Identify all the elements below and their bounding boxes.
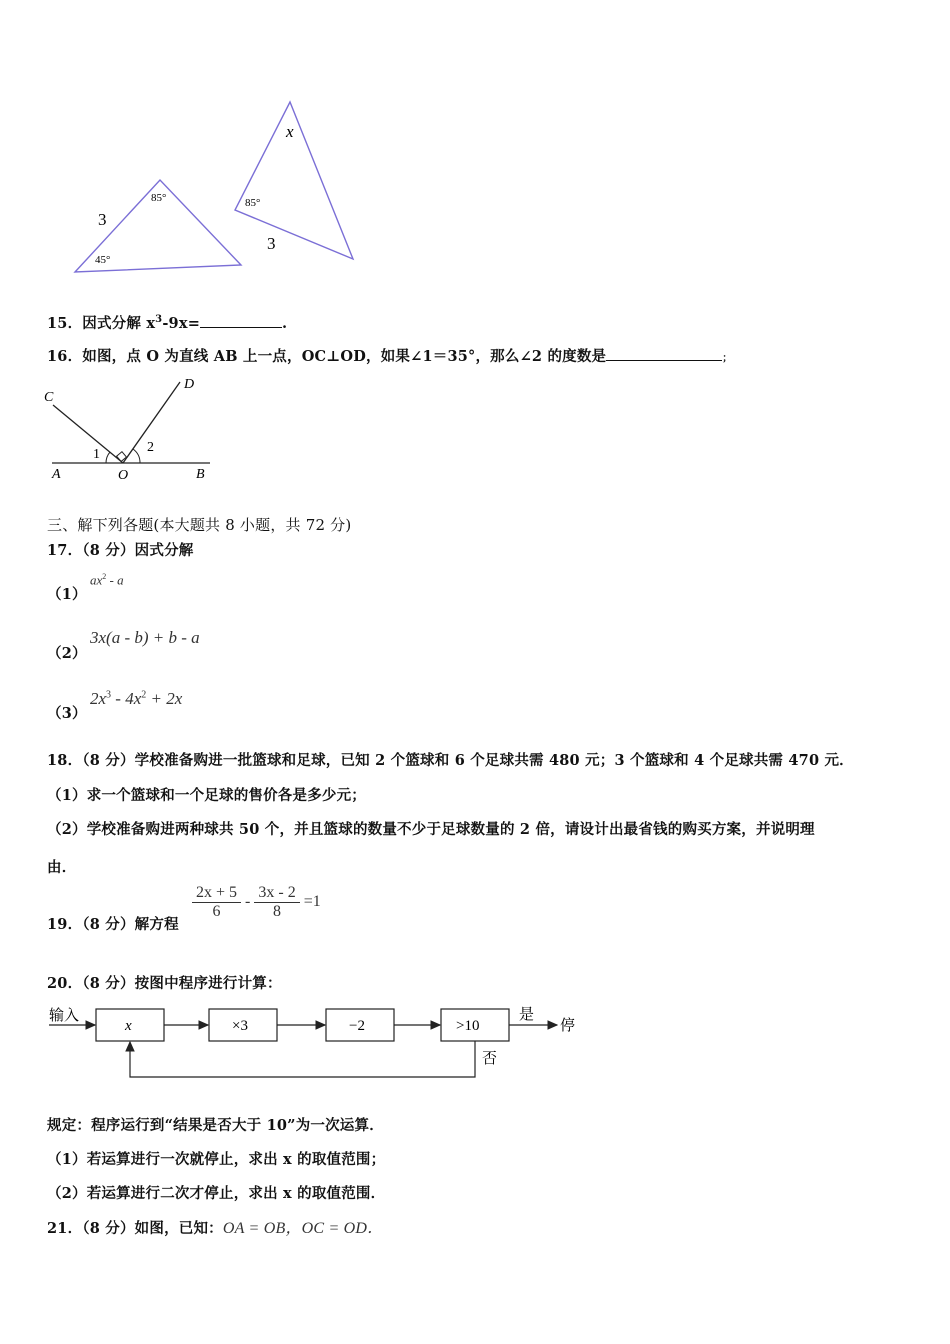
q21-title: 21．（8 分）如图，已知： <box>47 1220 223 1237</box>
q18-part1: （1）求一个篮球和一个足球的售价各是多少元； <box>47 787 366 804</box>
q17-part1-expr <box>90 572 124 588</box>
flow-stop-label: 停 <box>560 1018 576 1034</box>
figure-16 <box>40 372 230 484</box>
q19-den1: 6 <box>212 903 221 920</box>
q18-part2: （2）学校准备购进两种球共 50 个，并且篮球的数量不少于足球数量的 2 倍，请设计出最省钱的购买方案，并说明理 <box>47 821 815 838</box>
q17-p3-c: + 2x <box>146 689 183 708</box>
label-angle-1: 1 <box>93 447 100 462</box>
angle-1-arc <box>106 452 110 463</box>
question-19-title: 19．（8 分）解方程 <box>47 916 179 933</box>
q15-answer-blank[interactable] <box>200 327 282 328</box>
flow-yes-label: 是 <box>519 1007 535 1023</box>
right-left-angle: 85° <box>245 197 261 209</box>
q17-p1-sup: 2 <box>102 572 107 581</box>
q19-minus: - <box>245 893 251 911</box>
q17-p3-a: 2x <box>90 689 107 708</box>
q19-fraction-2 <box>254 884 299 921</box>
q15-sup: 3 <box>155 314 163 326</box>
q21-condition: OA = OB，OC = OD． <box>222 1220 384 1237</box>
q17-part3-expr <box>90 689 182 709</box>
q17-part2-expr: 3x(a - b) + b - a <box>90 628 200 647</box>
flow-box-x-text: x <box>125 1018 132 1034</box>
q16-answer-blank[interactable] <box>606 360 722 361</box>
label-d: D <box>184 377 195 392</box>
flow-box-gt10-text: >10 <box>456 1018 480 1034</box>
q19-num2: 3x - 2 <box>254 884 299 903</box>
q20-part1: （1）若运算进行一次就停止，求出 x 的取值范围； <box>47 1151 386 1168</box>
q17-part1-label: （1） <box>47 586 87 603</box>
q19-num1: 2x + 5 <box>192 884 241 903</box>
label-angle-2: 2 <box>147 440 154 455</box>
q15-end: . <box>282 315 288 332</box>
left-top-angle: 85° <box>151 192 167 204</box>
left-side-label: 3 <box>98 210 107 229</box>
question-21 <box>47 1215 383 1238</box>
angle-2-arc <box>133 449 140 463</box>
q20-part2: （2）若运算进行二次才停止，求出 x 的取值范围． <box>47 1185 386 1202</box>
q20-rule: 规定：程序运行到“结果是否大于 10”为一次运算． <box>47 1117 384 1134</box>
q15-prefix: 15．因式分解 x <box>47 315 156 332</box>
q16-end: ； <box>722 353 733 364</box>
question-17-title: 17．（8 分）因式分解 <box>47 542 194 559</box>
flow-input-label: 输入 <box>49 1008 80 1024</box>
q15-rest: -9x= <box>162 315 201 332</box>
question-16 <box>47 345 732 366</box>
ray-oc <box>53 405 123 463</box>
flow-box-times3-text: ×3 <box>232 1018 248 1034</box>
triangles-figure <box>60 95 370 285</box>
question-15 <box>47 312 287 333</box>
q17-p3-sup2: 2 <box>141 689 147 701</box>
left-bottom-angle: 45° <box>95 254 111 266</box>
question-20-title: 20．（8 分）按图中程序进行计算： <box>47 975 282 992</box>
flow-no-label: 否 <box>482 1051 498 1067</box>
q17-p3-b: - 4x <box>111 689 142 708</box>
right-top-angle: x <box>286 122 294 141</box>
label-c: C <box>44 390 54 405</box>
section-3-heading: 三、解下列各题(本大题共 8 小题，共 72 分) <box>47 516 352 534</box>
flowchart <box>45 1000 590 1086</box>
right-side-label: 3 <box>267 234 276 253</box>
q17-p1-a: ax <box>90 572 103 588</box>
q17-p1-b: - a <box>106 572 124 588</box>
label-a: A <box>52 467 61 482</box>
q17-part3-label: （3） <box>47 705 87 722</box>
question-18-title: 18．（8 分）学校准备购进一批篮球和足球，已知 2 个篮球和 6 个足球共需 480 元；3 个篮球和 4 个足球共需 470 元． <box>47 752 854 769</box>
q19-den2: 8 <box>273 903 282 920</box>
flow-box-minus2-text: −2 <box>349 1018 365 1034</box>
q17-p3-sup1: 3 <box>106 689 112 701</box>
label-o: O <box>118 468 129 483</box>
q19-rhs: =1 <box>303 893 321 911</box>
q19-equation <box>192 884 321 921</box>
flow-loop-back <box>130 1041 475 1077</box>
right-triangle <box>235 102 353 259</box>
q18-part2-cont: 由． <box>47 859 77 876</box>
label-b: B <box>196 467 205 482</box>
q16-text: 16．如图，点 O 为直线 AB 上一点，OC⊥OD，如果∠1＝35°，那么∠2 的度数是 <box>47 348 607 365</box>
q17-part2-label: （2） <box>47 645 87 662</box>
q19-fraction-1 <box>192 884 241 921</box>
